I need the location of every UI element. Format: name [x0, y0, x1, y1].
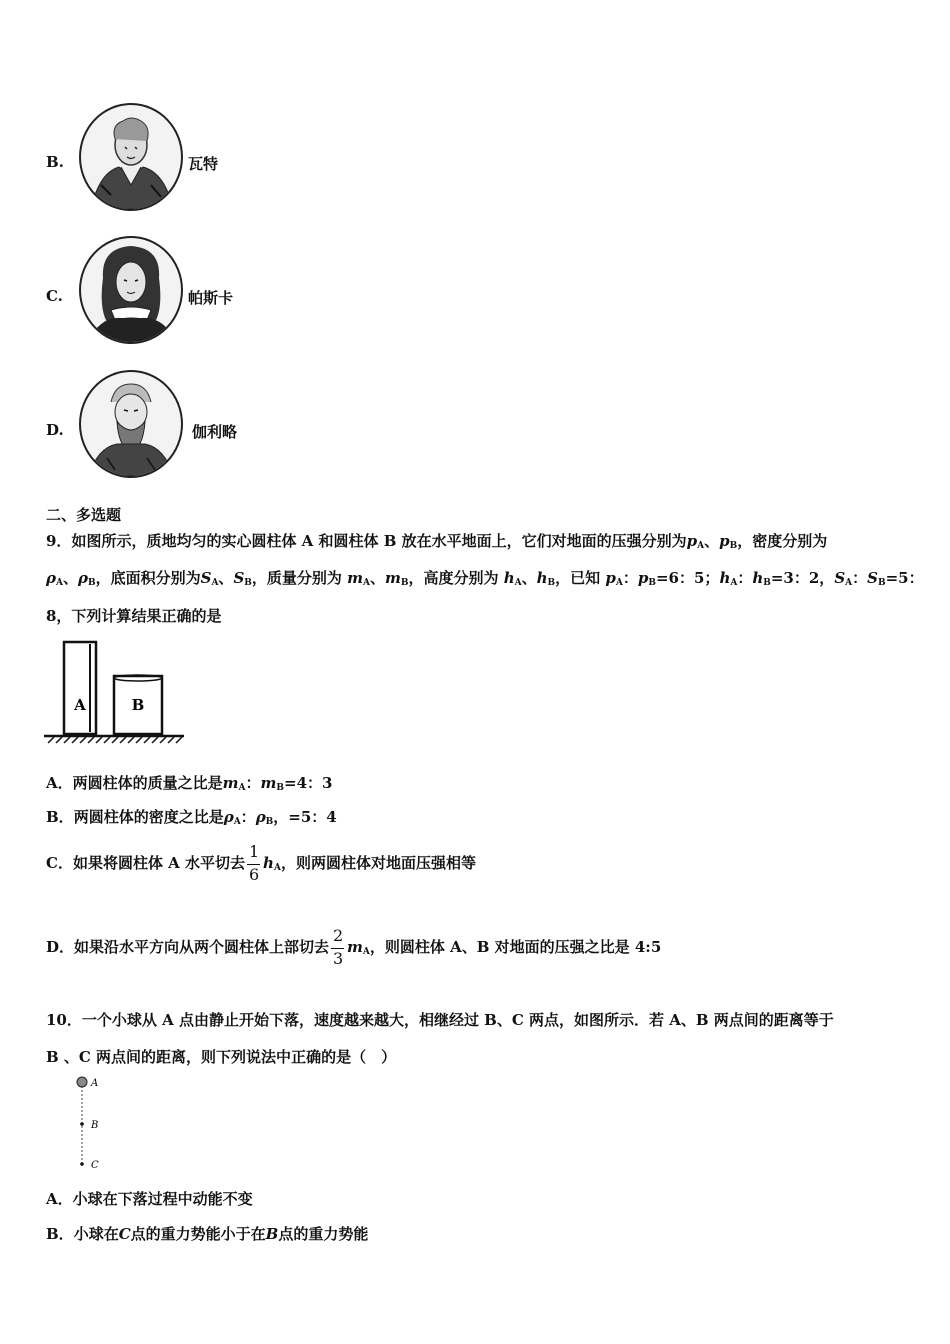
point-c-label: C: [91, 1160, 99, 1171]
q9-line2-prefix: ，底面积分别为: [95, 569, 201, 587]
q9-cylinders-figure: [44, 638, 186, 746]
q10-option-b-point-c: C: [118, 1225, 131, 1243]
fraction-numerator: 1: [249, 842, 260, 861]
watt-portrait-image: [79, 103, 183, 211]
q10-option-b: [46, 1223, 368, 1244]
pascal-portrait-image: [79, 236, 183, 344]
q10-line2: B 、C 两点间的距离，则下列说法中正确的是（ ）: [46, 1048, 397, 1066]
cylinder-a-label: A: [74, 696, 86, 714]
q10-option-a-letter: A．: [46, 1190, 73, 1208]
option-c-letter: C.: [46, 287, 63, 305]
q10-option-b-text-post: 点的重力势能: [278, 1225, 369, 1243]
q9-option-d-text: 如果沿水平方向从两个圆柱体上部切去: [74, 938, 330, 956]
q9-option-c-text-post: ，则两圆柱体对地面压强相等: [280, 854, 476, 872]
q10-number: 10．: [46, 1011, 82, 1029]
q9-option-c-letter: C．: [46, 854, 73, 872]
q10-falling-ball-figure: [70, 1072, 110, 1172]
q10-option-b-text-mid: 点的重力势能小于在: [130, 1225, 266, 1243]
option-b-name: 瓦特: [188, 155, 219, 173]
q9-option-c-text: 如果将圆柱体 A 水平切去: [72, 854, 246, 872]
q10-option-a: [46, 1188, 253, 1209]
q10-line1-text: 一个小球从 A 点由静止开始下落，速度越来越大，相继经过 B、C 两点，如图所示．若 A、B 两点间的距离等于: [81, 1011, 834, 1029]
q9-option-b: B．两圆柱体的密度之比是$\rho_A$：$\rho_B$，=5：4: [46, 808, 337, 827]
q9-option-b-letter: B．: [46, 808, 74, 826]
q10-option-b-letter: B．: [46, 1225, 74, 1243]
q9-option-a-text: 两圆柱体的质量之比是: [72, 774, 223, 792]
cylinder-b-label: B: [131, 696, 145, 714]
point-b-label: B: [91, 1120, 99, 1131]
q9-line3: 8，下列计算结果正确的是: [46, 607, 222, 625]
q10-option-b-text-pre: 小球在: [73, 1225, 119, 1243]
q9-option-b-ratio: ，=5：4: [273, 808, 337, 826]
q9-line1: 9．如图所示，质地均匀的实心圆柱体 A 和圆柱体 B 放在水平地面上，它们对地面的压强分别为$p_A$、$p_B$，密度分别为: [46, 532, 828, 551]
option-b-letter: B.: [46, 153, 64, 171]
q9-option-d-fraction: [331, 926, 345, 970]
q9-option-a-letter: A．: [46, 774, 73, 792]
fraction-numerator: 2: [333, 926, 344, 945]
section-title: 二、多选题: [46, 506, 122, 524]
q9-option-d-letter: D．: [46, 938, 75, 956]
option-d-name: 伽利略: [192, 423, 238, 441]
q10-line1: [46, 1009, 834, 1030]
option-c-name: 帕斯卡: [188, 289, 234, 307]
q9-option-a: A．两圆柱体的质量之比是$m_A$：$m_B=4$：3: [46, 774, 333, 793]
option-d-letter: D.: [46, 421, 64, 439]
point-a-label: A: [91, 1078, 99, 1089]
q9-option-d: D．如果沿水平方向从两个圆柱体上部切去 $\frac{2}{3}$ $m_A$，则圆柱体 A、B 对地面的压强之比是 4:5: [46, 926, 662, 968]
fraction-denominator: 6: [249, 865, 260, 884]
q9-line2: $\rho_A$、$\rho_B$，底面积分别为$S_A$、$S_B$，质量分别为 $m_A$、$m_B$，高度分别为 $h_A$、$h_B$，已知 $p_A$：$p_B=6$：5；$h_A$：$h_B=3$：2，$S_A$：$S_B=5$：: [46, 569, 924, 588]
q9-line1-text: 如图所示，质地均匀的实心圆柱体 A 和圆柱体 B 放在水平地面上，它们对地面的压强分别为: [71, 532, 687, 550]
q10-option-b-point-b: B: [265, 1225, 279, 1243]
galileo-portrait-image: [79, 370, 183, 478]
q9-option-a-ratio: =4：3: [284, 774, 333, 792]
q9-number: 9．: [46, 532, 72, 550]
q9-option-c: C．如果将圆柱体 A 水平切去 $\frac{1}{6}$ $h_A$，则两圆柱体对地面压强相等: [46, 842, 476, 884]
q9-option-c-fraction: [247, 842, 261, 886]
q10-option-a-text: 小球在下落过程中动能不变: [72, 1190, 253, 1208]
q9-option-d-text-post: ，则圆柱体 A、B 对地面的压强之比是 4:5: [369, 938, 662, 956]
q9-option-b-text: 两圆柱体的密度之比是: [73, 808, 224, 826]
fraction-denominator: 3: [333, 949, 344, 968]
